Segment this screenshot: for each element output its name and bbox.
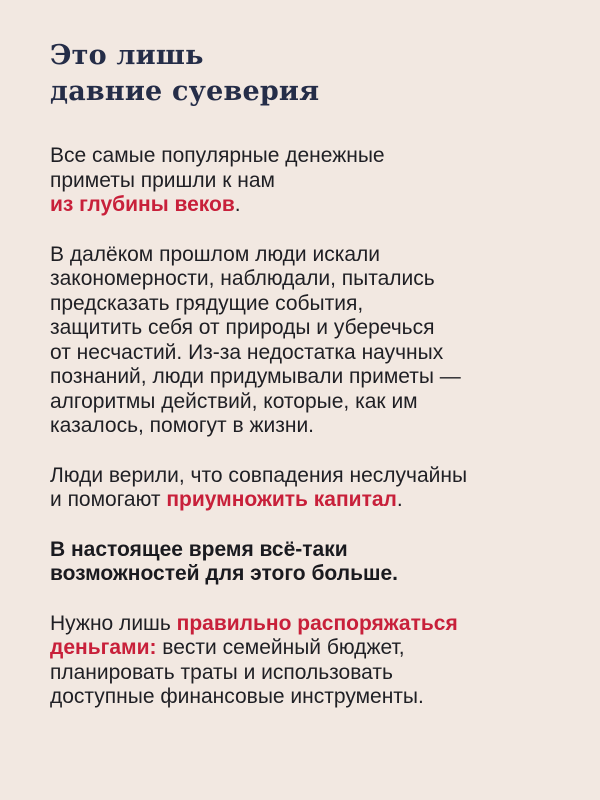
- text-line: [50, 193, 560, 218]
- text-line: Люди верили, что совпадения неслучайны: [50, 463, 468, 487]
- highlight-text: из глубины веков: [50, 193, 235, 216]
- text-line: В настоящее время всё-таки: [50, 537, 348, 561]
- text-line: алгоритмы действий, которые, как им: [50, 389, 418, 413]
- text-line: доступные финансовые инструменты.: [50, 685, 424, 708]
- text-line: приметы пришли к нам: [50, 168, 275, 192]
- highlight-text: приумножить капитал: [166, 488, 397, 511]
- paragraph-emphasis: [50, 538, 560, 587]
- paragraph-history: [50, 243, 560, 439]
- paragraph-origin: [50, 144, 560, 218]
- text-line: предсказать грядущие события,: [50, 291, 364, 315]
- text-line: [50, 488, 560, 513]
- paragraph-belief: [50, 464, 560, 513]
- text-fragment: вести семейный бюджет,: [156, 636, 405, 659]
- text-line: возможностей для этого больше.: [50, 562, 399, 585]
- text-line: [50, 636, 560, 661]
- paragraph-advice: [50, 612, 560, 710]
- text-line: Все самые популярные денежные: [50, 144, 385, 167]
- page-title: [50, 38, 560, 110]
- text-line: закономерности, наблюдали, пытались: [50, 267, 435, 290]
- text-line: защитить себя от природы и уберечься: [50, 316, 435, 339]
- text-fragment: Нужно лишь: [50, 611, 177, 635]
- text-line: планировать траты и использовать: [50, 660, 393, 684]
- text-fragment: и помогают: [50, 488, 167, 511]
- text-line: казалось, помогут в жизни.: [50, 414, 315, 437]
- text-fragment: .: [234, 193, 241, 216]
- title-line-2: давние суеверия: [50, 76, 320, 107]
- text-line: В далёком прошлом люди искали: [50, 242, 381, 266]
- title-line-1: Это лишь: [50, 40, 204, 71]
- text-line: от несчастий. Из-за недостатка научных: [50, 340, 444, 364]
- text-fragment: .: [396, 488, 403, 511]
- text-line: [50, 612, 560, 637]
- highlight-text: правильно распоряжаться: [176, 611, 458, 635]
- text-line: познаний, люди придумывали приметы —: [50, 365, 461, 388]
- highlight-text: деньгами:: [50, 636, 157, 659]
